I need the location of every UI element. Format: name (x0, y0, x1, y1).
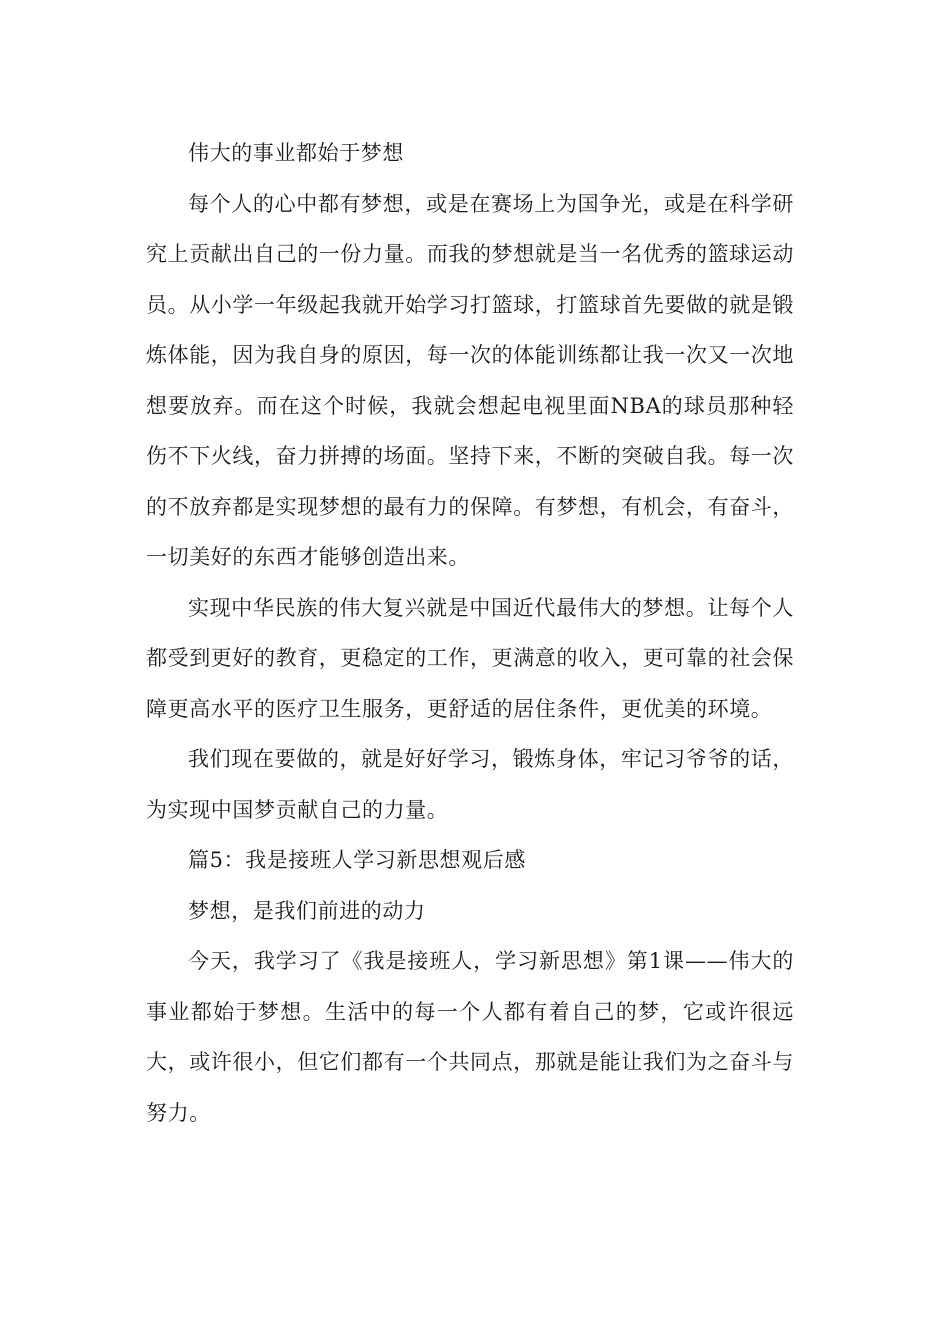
paragraph-title: 伟大的事业都始于梦想 (188, 141, 404, 165)
section-heading: 篇5：我是接班人学习新思想观后感 (188, 848, 526, 872)
document-body (146, 128, 794, 1138)
paragraph-dream-basketball: 每个人的心中都有梦想，或是在赛场上为国争光，或是在科学研究上贡献出自己的一份力量。而我的梦想就是当一名优秀的篮球运动员。从小学一年级起我就开始学习打篮球，打篮球首先要做的就是锻炼体能，因为我自身的原因，每一次的体能训练都让我一次又一次地想要放弃。而在这个时候，我就会想起电视里面NBA的球员那种轻伤不下火线，奋力拼搏的场面。坚持下来，不断的突破自我。每一次的不放弃都是实现梦想的最有力的保障。有梦想，有机会，有奋斗，一切美好的东西才能够创造出来。 (146, 191, 794, 569)
paragraph-what-to-do: 我们现在要做的，就是好好学习，锻炼身体，牢记习爷爷的话，为实现中国梦贡献自己的力量。 (146, 747, 794, 822)
paragraph-national-rejuvenation: 实现中华民族的伟大复兴就是中国近代最伟大的梦想。让每个人都受到更好的教育，更稳定的工作，更满意的收入，更可靠的社会保障更高水平的医疗卫生服务，更舒适的居住条件，更优美的环境。 (146, 595, 794, 721)
paragraph-lesson-reflection: 今天，我学习了《我是接班人，学习新思想》第1课——伟大的事业都始于梦想。生活中的每一个人都有着自己的梦，它或许很远大，或许很小，但它们都有一个共同点，那就是能让我们为之奋斗与努力。 (146, 949, 794, 1125)
section-subtitle: 梦想，是我们前进的动力 (188, 898, 426, 923)
